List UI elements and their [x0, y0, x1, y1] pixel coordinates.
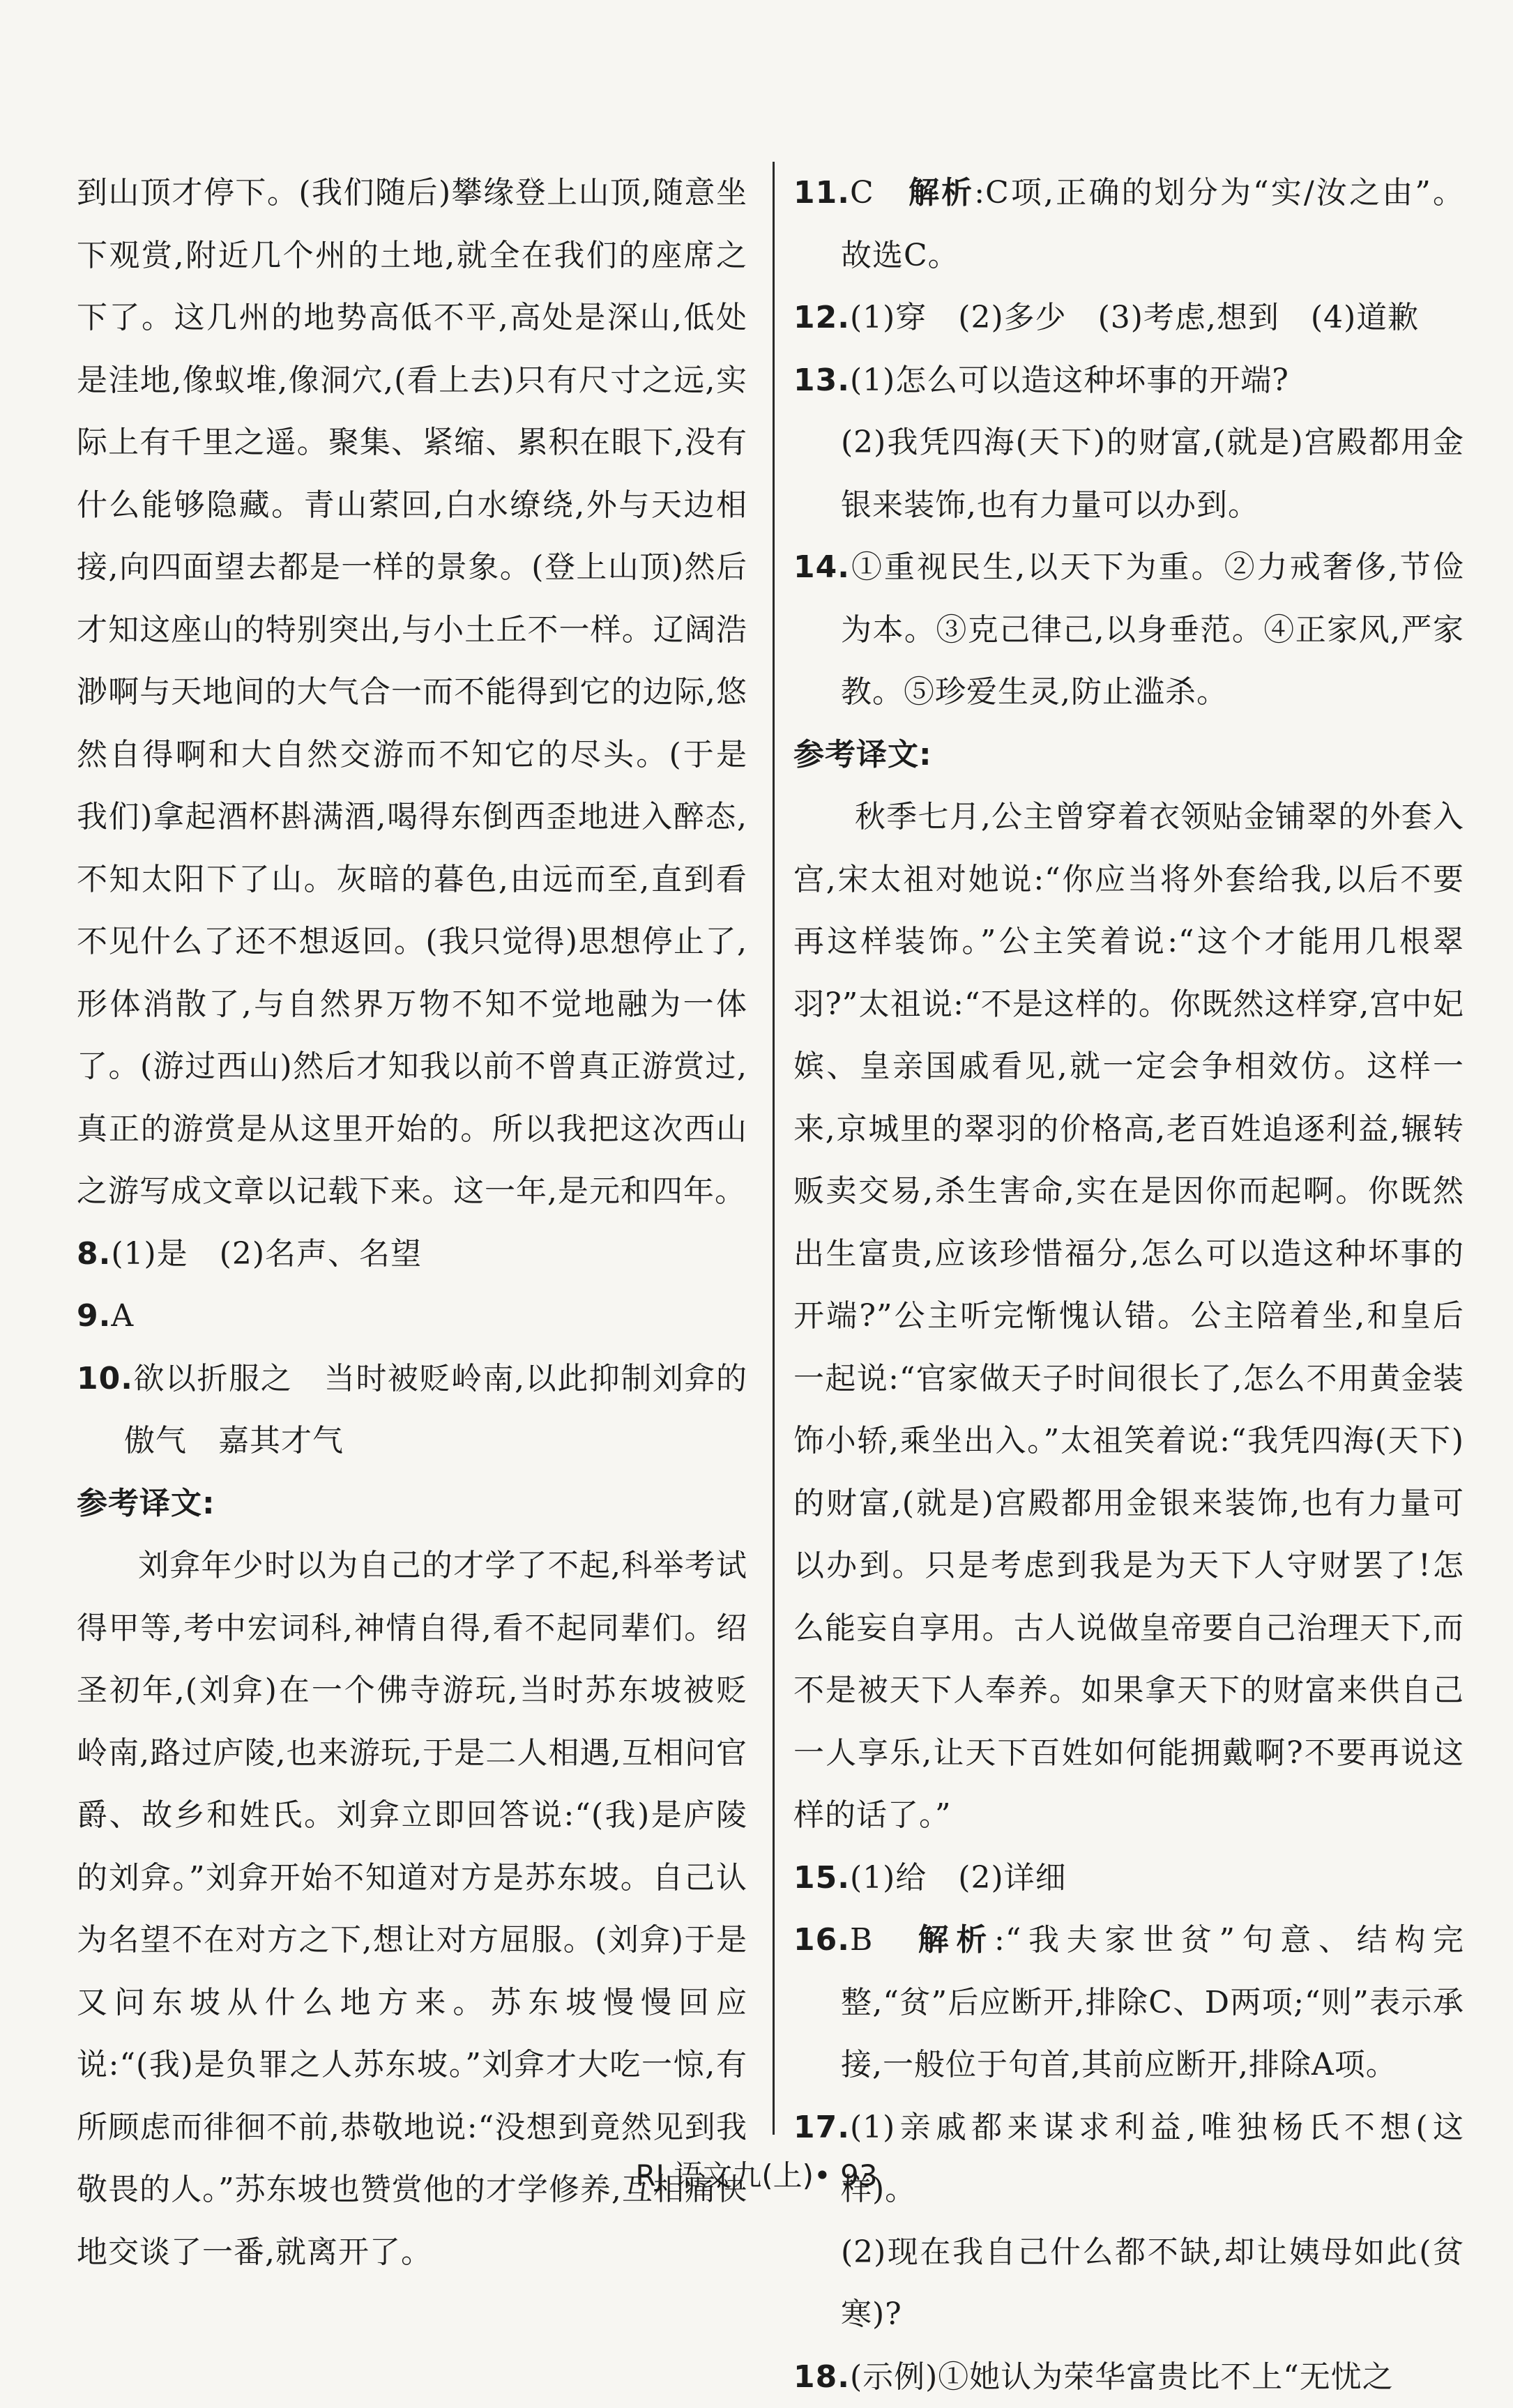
question-18	[793, 2346, 1464, 2408]
question-16-answer: B	[850, 1922, 873, 1958]
question-8-number: 8.	[77, 1236, 111, 1272]
translation-song-taizu: 秋季七月,公主曾穿着衣领贴金铺翠的外套入宫,宋太祖对她说:“你应当将外套给我,以后不要再这样装饰。”公主笑着说:“这个才能用几根翠羽?”太祖说:“不是这样的。你既然这样穿,宫中妃嫔、皇亲国戚看见,就一定会争相效仿。这样一来,京城里的翠羽的价格高,老百姓追逐利益,辗转贩卖交易,杀生害命,实在是因你而起啊。你既然出生富贵,应该珍惜福分,怎么可以造这种坏事的开端?”公主听完惭愧认错。公主陪着坐,和皇后一起说:“官家做天子时间很长了,怎么不用黄金装饰小轿,乘坐出入。”太祖笑着说:“我凭四海(天下)的财富,(就是)宫殿都用金银来装饰,也有力量可以办到。只是考虑到我是为天下人守财罢了!怎么能妄自享用。古人说做皇帝要自己治理天下,而不是被天下人奉养。如果拿天下的财富来供自己一人享乐,让天下百姓如何能拥戴啊?不要再说这样的话了。”	[793, 786, 1464, 1847]
reference-translation-heading: 参考译文:	[77, 1472, 747, 1535]
question-11-analysis: :C项,正确的划分为“实/汝之由”。故选C。	[841, 175, 1464, 273]
question-14-number: 14.	[793, 549, 850, 585]
question-18-answer: (示例)①她认为荣华富贵比不上“无忧之	[850, 2359, 1394, 2395]
column-divider	[773, 162, 775, 2135]
left-column	[77, 162, 747, 2283]
question-11	[793, 162, 1464, 287]
question-16-number: 16.	[793, 1922, 850, 1958]
right-column	[793, 162, 1464, 2408]
question-16-analysis: :“我夫家世贫”句意、结构完整,“贫”后应断开,排除C、D两项;“则”表示承接,一般位于句首,其前应断开,排除A项。	[841, 1922, 1464, 2082]
question-16-analysis-label: 解析	[918, 1922, 994, 1958]
question-11-analysis-label: 解析	[908, 175, 974, 211]
question-17-answer-2: (2)现在我自己什么都不缺,却让姨母如此(贫寒)?	[793, 2221, 1464, 2346]
question-13-number: 13.	[793, 363, 850, 398]
question-13	[793, 349, 1464, 412]
question-8-answer: (1)是 (2)名声、名望	[111, 1236, 422, 1272]
question-17-number: 17.	[793, 2110, 850, 2145]
question-8	[77, 1223, 747, 1286]
question-10-answer: 欲以折服之 当时被贬岭南,以此抑制刘弇的傲气 嘉其才气	[124, 1361, 747, 1459]
question-9-number: 9.	[77, 1298, 111, 1334]
question-15-answer: (1)给 (2)详细	[850, 1860, 1067, 1896]
question-11-answer: C	[850, 175, 874, 211]
question-12-number: 12.	[793, 300, 850, 335]
question-15	[793, 1847, 1464, 1910]
reference-translation-heading-2: 参考译文:	[793, 724, 1464, 786]
translation-liu-yan: 刘弇年少时以为自己的才学了不起,科举考试得甲等,考中宏词科,神情自得,看不起同辈们。绍圣初年,(刘弇)在一个佛寺游玩,当时苏东坡被贬岭南,路过庐陵,也来游玩,于是二人相遇,互相问官爵、故乡和姓氏。刘弇立即回答说:“(我)是庐陵的刘弇。”刘弇开始不知道对方是苏东坡。自己认为名望不在对方之下,想让对方屈服。(刘弇)于是又问东坡从什么地方来。苏东坡慢慢回应说:“(我)是负罪之人苏东坡。”刘弇才大吃一惊,有所顾虑而徘徊不前,恭敬地说:“没想到竟然见到我敬畏的人。”苏东坡也赞赏他的才学修养,互相痛快地交谈了一番,就离开了。	[77, 1534, 747, 2283]
question-14-answer: ①重视民生,以天下为重。②力戒奢侈,节俭为本。③克己律己,以身垂范。④正家风,严家教。⑤珍爱生灵,防止滥杀。	[841, 549, 1464, 710]
question-10	[77, 1348, 747, 1472]
page-footer: RJ 语文九(上)• 93	[0, 2153, 1513, 2195]
question-11-number: 11.	[793, 175, 850, 211]
question-12-answer: (1)穿 (2)多少 (3)考虑,想到 (4)道歉	[850, 300, 1419, 335]
question-12	[793, 287, 1464, 349]
question-10-number: 10.	[77, 1361, 133, 1396]
translation-continued: 到山顶才停下。(我们随后)攀缘登上山顶,随意坐下观赏,附近几个州的土地,就全在我们的座席之下了。这几州的地势高低不平,高处是深山,低处是洼地,像蚁堆,像洞穴,(看上去)只有尺寸之远,实际上有千里之遥。聚集、紧缩、累积在眼下,没有什么能够隐藏。青山萦回,白水缭绕,外与天边相接,向四面望去都是一样的景象。(登上山顶)然后才知这座山的特别突出,与小土丘不一样。辽阔浩渺啊与天地间的大气合一而不能得到它的边际,悠然自得啊和大自然交游而不知它的尽头。(于是我们)拿起酒杯斟满酒,喝得东倒西歪地进入醉态,不知太阳下了山。灰暗的暮色,由远而至,直到看不见什么了还不想返回。(我只觉得)思想停止了,形体消散了,与自然界万物不知不觉地融为一体了。(游过西山)然后才知我以前不曾真正游赏过,真正的游赏是从这里开始的。所以我把这次西山之游写成文章以记载下来。这一年,是元和四年。	[77, 162, 747, 1223]
question-9	[77, 1285, 747, 1348]
question-13-answer-2: (2)我凭四海(天下)的财富,(就是)宫殿都用金银来装饰,也有力量可以办到。	[793, 411, 1464, 536]
question-13-answer-1: (1)怎么可以造这种坏事的开端?	[850, 363, 1289, 398]
question-15-number: 15.	[793, 1860, 850, 1896]
question-9-answer: A	[111, 1298, 134, 1334]
question-16	[793, 1909, 1464, 2096]
question-14	[793, 536, 1464, 724]
question-18-number: 18.	[793, 2359, 850, 2395]
question-17-answer-1: (1)亲戚都来谋求利益,唯独杨氏不想(这样)。	[841, 2110, 1464, 2208]
